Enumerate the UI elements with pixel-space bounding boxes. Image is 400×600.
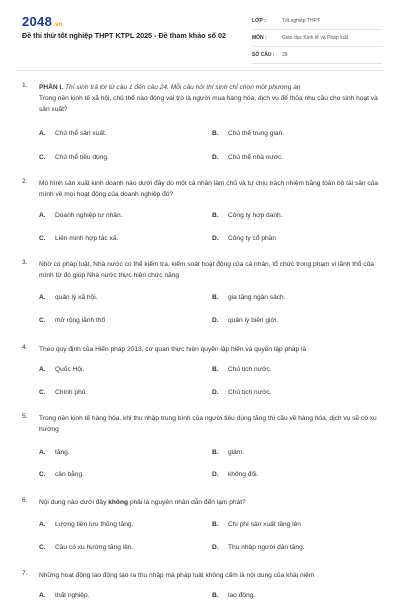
question-text: Những hoạt động lao động tạo ra thu nhập mà pháp luật không cấm là nội dung của khái niệm (39, 572, 315, 579)
question-text: Mô hình sản xuất kinh doanh nào dưới đây do một cá nhân làm chủ và tự chịu trách nhiệm bằng toàn bộ tài sản của mình về mọi hoạt động của doanh nghiệp đó? (39, 180, 379, 198)
meta-row-subject (252, 30, 382, 47)
meta-row-grade (252, 13, 382, 30)
option-c[interactable] (39, 235, 118, 242)
option-key: A. (39, 521, 46, 528)
option-key: B. (212, 366, 219, 373)
option-key: D. (212, 235, 219, 242)
option-key: C. (39, 235, 46, 242)
option-a[interactable] (39, 521, 133, 528)
option-key: A. (39, 130, 46, 137)
question-number: 4. (22, 344, 28, 351)
option-d[interactable] (212, 317, 278, 324)
option-key: A. (39, 212, 46, 219)
option-text: giảm. (228, 449, 245, 456)
option-d[interactable] (212, 544, 305, 551)
option-key: D. (212, 154, 219, 161)
meta-value: Tốt nghiệp THPT (282, 18, 320, 24)
meta-label: MÔN : (252, 35, 267, 41)
option-a[interactable] (39, 592, 89, 599)
option-a[interactable] (39, 294, 98, 301)
option-a[interactable] (39, 212, 122, 219)
option-text: cân bằng. (55, 471, 84, 478)
option-b[interactable] (212, 294, 286, 301)
question-text-part: phải là nguyên nhân dẫn đến lạm phát? (128, 499, 246, 506)
option-key: C. (39, 389, 46, 396)
option-b[interactable] (212, 212, 283, 219)
question-number: 7. (22, 570, 28, 577)
option-key: C. (39, 544, 46, 551)
option-key: A. (39, 592, 46, 599)
option-text: Lượng tiền lưu thông tăng. (55, 521, 134, 528)
option-key: C. (39, 317, 46, 324)
option-d[interactable] (212, 154, 283, 161)
meta-value: Giáo dục Kinh tế và Pháp luật (282, 35, 349, 41)
meta-label: LỚP : (252, 18, 266, 24)
option-key: A. (39, 449, 46, 456)
question-emphasis: không (108, 499, 129, 506)
option-key: D. (212, 389, 219, 396)
option-key: D. (212, 544, 219, 551)
option-text: Thu nhập người dân tăng. (228, 544, 305, 551)
meta-value: 28 (282, 52, 288, 58)
option-text: Chính phủ. (55, 389, 88, 396)
question-number: 2. (22, 178, 28, 185)
question-text (39, 82, 382, 115)
option-text: Chủ thể sản xuất. (55, 130, 107, 137)
option-text: tăng. (55, 449, 70, 456)
option-key: D. (212, 317, 219, 324)
option-b[interactable] (212, 521, 301, 528)
option-text: quản lý xã hội. (55, 294, 98, 301)
question-text: Nhờ có pháp luật, Nhà nước có thể kiểm tra, kiểm soát hoạt động của cá nhân, tổ chức trong phạm vi lãnh thổ của mình từ đó giúp Nhà nước thực hiện chức năng (39, 261, 374, 279)
meta-label: SỐ CÂU : (252, 52, 275, 58)
option-text: Chủ tịch nước. (228, 389, 272, 396)
option-text: lao động. (228, 592, 256, 599)
option-key: D. (212, 471, 219, 478)
option-c[interactable] (39, 544, 133, 551)
option-d[interactable] (212, 235, 276, 242)
option-text: không đổi. (228, 471, 259, 478)
option-c[interactable] (39, 317, 105, 324)
logo-tld: .vn (53, 22, 63, 28)
meta-row-count (252, 47, 382, 64)
question-text (39, 497, 382, 508)
option-key: B. (212, 449, 219, 456)
option-b[interactable] (212, 130, 284, 137)
question-text-part: Nội dung nào dưới đây (39, 499, 109, 506)
header-divider (16, 70, 384, 71)
exam-title: Đề thi thử tốt nghiệp THPT KTPL 2025 - Đề tham khảo số 02 (22, 31, 226, 40)
part-label: PHẦN I. (39, 84, 64, 91)
option-d[interactable] (212, 471, 258, 478)
option-key: B. (212, 130, 219, 137)
option-text: Chi phí sản xuất tăng lên (228, 521, 301, 528)
question-text: Theo quy định của Hiến pháp 2013, cơ quan thực hiện quyền lập hiến và quyền lập pháp là (39, 346, 307, 353)
question-number: 1. (22, 82, 28, 89)
option-text: gia tăng ngân sách. (228, 294, 286, 301)
question-body: Trong nền kinh tế xã hội, chủ thể nào đóng vai trò là người mua hàng hóa, dịch vụ để thỏa nhu cầu cho sinh hoạt và sản xuất? (39, 95, 378, 113)
option-text: Công ty cổ phần (228, 235, 277, 242)
option-text: Công ty hợp danh. (228, 212, 283, 219)
option-a[interactable] (39, 130, 107, 137)
question-number: 5. (22, 413, 28, 420)
option-key: B. (212, 592, 219, 599)
question-number: 6. (22, 497, 28, 504)
option-text: Chủ tịch nước. (228, 366, 272, 373)
option-key: A. (39, 294, 46, 301)
option-b[interactable] (212, 449, 244, 456)
option-c[interactable] (39, 154, 109, 161)
option-key: C. (39, 154, 46, 161)
option-key: B. (212, 521, 219, 528)
option-a[interactable] (39, 449, 70, 456)
option-key: C. (39, 471, 46, 478)
option-a[interactable] (39, 366, 84, 373)
exam-meta-table (252, 13, 382, 64)
option-text: quản lý biên giới. (228, 317, 279, 324)
option-text: Cầu có xu hướng tăng lên. (55, 544, 134, 551)
option-c[interactable] (39, 471, 84, 478)
option-c[interactable] (39, 389, 87, 396)
option-d[interactable] (212, 389, 272, 396)
option-text: Doanh nghiệp tư nhân. (55, 212, 123, 219)
option-key: B. (212, 294, 219, 301)
option-text: Chủ thể trung gian. (228, 130, 285, 137)
question-text: Trong nền kinh tế hàng hóa, khi thu nhập trung bình của người tiêu dùng tăng thì cầu về hàng hóa, dịch vụ sẽ có xu hướng (39, 415, 377, 433)
logo-text: 2048 (22, 14, 53, 29)
option-text: mở rộng lãnh thổ (55, 317, 106, 324)
option-text: Quốc Hội. (55, 366, 85, 373)
option-text: Chủ thể nhà nước. (228, 154, 284, 161)
option-b[interactable] (212, 592, 255, 599)
option-text: Liên minh hợp tác xã. (55, 235, 119, 242)
option-b[interactable] (212, 366, 272, 373)
option-key: A. (39, 366, 46, 373)
option-text: thất nghiệp. (55, 592, 90, 599)
option-key: B. (212, 212, 219, 219)
question-number: 3. (22, 259, 28, 266)
part-instruction: Thí sinh trả lời từ câu 1 đến câu 24. Mỗi câu hỏi thí sinh chỉ chọn một phương án (65, 84, 301, 91)
site-logo[interactable] (22, 14, 63, 29)
page-header (0, 0, 400, 66)
option-text: Chủ thể tiêu dùng. (55, 154, 109, 161)
